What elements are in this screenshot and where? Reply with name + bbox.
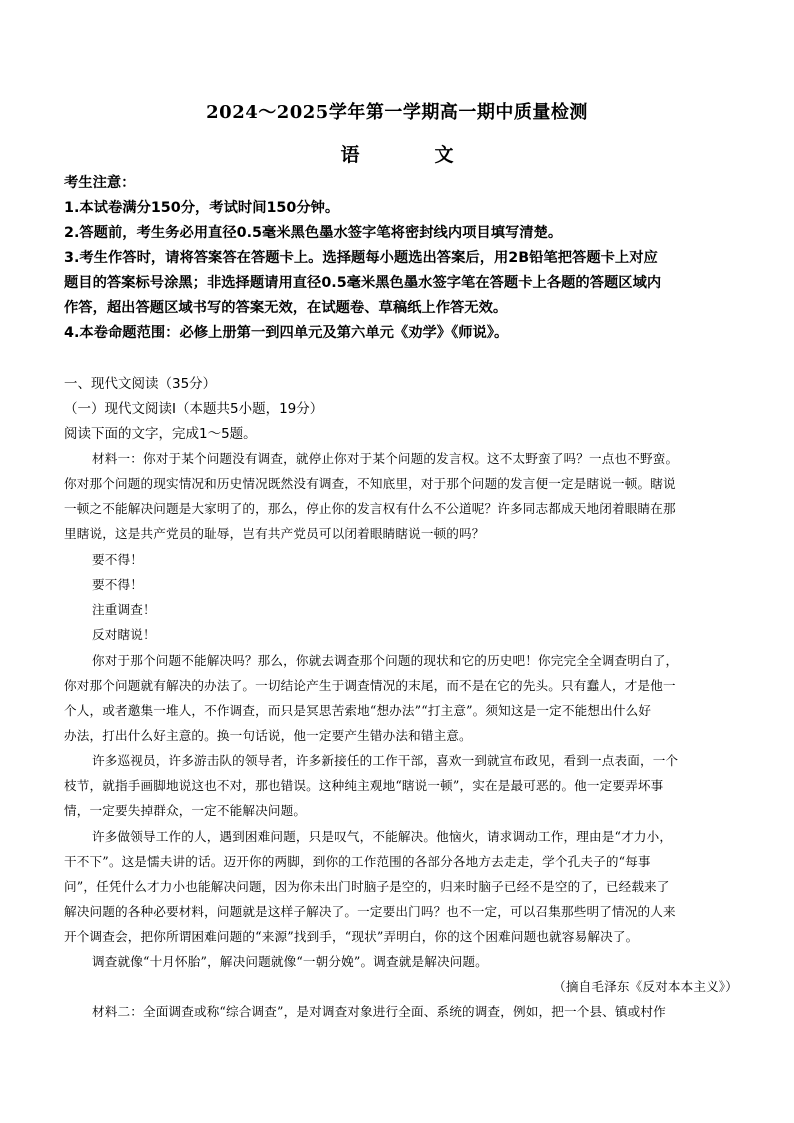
passage-line: 要不得！ bbox=[92, 577, 143, 592]
notice-item: 1.本试卷满分150分，考试时间150分钟。 bbox=[64, 200, 340, 216]
passage-line: 材料一：你对于某个问题没有调查，就停止你对于某个问题的发言权。这不太野蛮了吗？一点也不野蛮。 bbox=[92, 451, 679, 466]
passage-line: 注重调查！ bbox=[92, 602, 156, 617]
passage-source: （摘自毛泽东《反对本本主义》） bbox=[553, 979, 738, 994]
subject-title: 语 文 bbox=[340, 144, 482, 166]
passage-line: 解决问题的各种必要材料，问题就是这样子解决了。一定要出门吗？也不一定，可以召集那些明了情况的人来 bbox=[64, 904, 676, 919]
passage-line: 办法，打出什么好主意的。换一句话说，他一定要产生错办法和错主意。 bbox=[64, 728, 472, 743]
passage-line: 一顿之不能解决问题是大家明了的，那么，停止你的发言权有什么不公道呢？许多同志都成天地闭着眼睛在那 bbox=[64, 501, 676, 516]
passage-line: 调查就像“十月怀胎”，解决问题就像“一朝分娩”。调查就是解决问题。 bbox=[92, 954, 488, 969]
passage-line: 干不下”。这是懦夫讲的话。迈开你的两脚，到你的工作范围的各部分各地方去走走，学个孔夫子的“每事 bbox=[64, 854, 651, 869]
notice-item: 4.本卷命题范围：必修上册第一到四单元及第六单元《劝学》《师说》。 bbox=[64, 325, 509, 341]
sub-section-heading: （一）现代文阅读Ⅰ（本题共5小题，19分） bbox=[64, 401, 324, 417]
passage-line: 你对那个问题就有解决的办法了。一切结论产生于调查情况的末尾，而不是在它的先头。只有蠢人，才是他一 bbox=[64, 678, 676, 693]
passage-line: 许多巡视员，许多游击队的领导者，许多新接任的工作干部，喜欢一到就宣布政见，看到一点表面，一个 bbox=[92, 753, 679, 768]
passage-line: 材料二：全面调查或称“综合调查”，是对调查对象进行全面、系统的调查，例如，把一个县、镇或村作 bbox=[92, 1004, 666, 1019]
notice-heading: 考生注意： bbox=[64, 175, 136, 191]
notice-item: 作答，超出答题区域书写的答案无效，在试题卷、草稿纸上作答无效。 bbox=[64, 300, 508, 316]
passage-line: 反对瞎说！ bbox=[92, 627, 156, 642]
notice-item: 2.答题前，考生务必用直径0.5毫米黑色墨水签字笔将密封线内项目填写清楚。 bbox=[64, 225, 563, 241]
passage-line: 里瞎说，这是共产党员的耻辱，岂有共产党员可以闭着眼睛瞎说一顿的吗？ bbox=[64, 526, 485, 541]
passage-line: 要不得！ bbox=[92, 552, 143, 567]
passage-line: 开个调查会，把你所谓困难问题的“来源”找到手，“现状”弄明白，你的这个困难问题也就容易解决了。 bbox=[64, 929, 639, 944]
passage-line: 你对于那个问题不能解决吗？那么，你就去调查那个问题的现状和它的历史吧！你完完全全调查明白了， bbox=[92, 653, 679, 668]
passage-line: 问”，任凭什么才力小也能解决问题，因为你未出门时脑子是空的，归来时脑子已经不是空的了，已经载来了 bbox=[64, 879, 670, 894]
passage-line: 你对那个问题的现实情况和历史情况既然没有调查，不知底里，对于那个问题的发言便一定是瞎说一顿。瞎说 bbox=[64, 476, 676, 491]
passage-line: 枝节，就指手画脚地说这也不对，那也错误。这种纯主观地“瞎说一顿”，实在是最可恶的。他一定要弄坏事 bbox=[64, 778, 664, 793]
reading-instruction: 阅读下面的文字，完成1～5题。 bbox=[64, 426, 257, 442]
passage-line: 情，一定要失掉群众，一定不能解决问题。 bbox=[64, 803, 307, 818]
passage-line: 许多做领导工作的人，遇到困难问题，只是叹气，不能解决。他恼火，请求调动工作，理由是“才力小， bbox=[92, 829, 673, 844]
notice-item: 题目的答案标号涂黑；非选择题请用直径0.5毫米黑色墨水签字笔在答题卡上各题的答题区域内 bbox=[64, 275, 662, 291]
notice-item: 3.考生作答时，请将答案答在答题卡上。选择题每小题选出答案后，用2B铅笔把答题卡上对应 bbox=[64, 250, 658, 266]
passage-line: 个人，或者邀集一堆人，不作调查，而只是冥思苦索地“想办法”“打主意”。须知这是一定不能想出什么好 bbox=[64, 703, 652, 718]
exam-title: 2024～2025学年第一学期高一期中质量检测 bbox=[206, 102, 588, 123]
section-heading: 一、现代文阅读（35分） bbox=[64, 376, 217, 392]
